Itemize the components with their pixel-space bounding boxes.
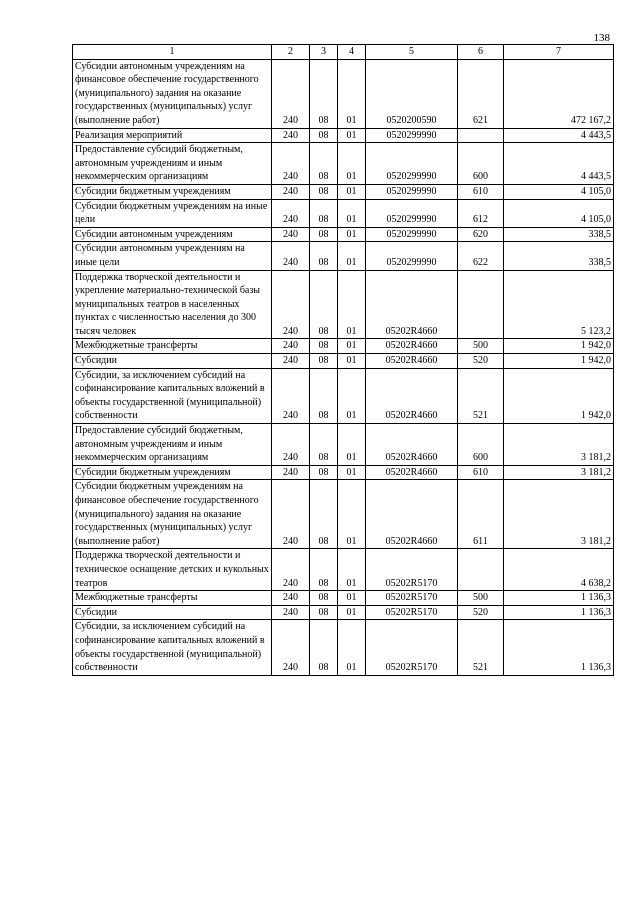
row-value-cell: 01 xyxy=(338,480,366,549)
table-body xyxy=(73,59,614,675)
row-value-cell: 08 xyxy=(310,605,338,620)
table-row xyxy=(73,465,614,480)
row-value-cell xyxy=(458,128,504,143)
row-value-cell: 610 xyxy=(458,184,504,199)
row-value-cell: 08 xyxy=(310,270,338,339)
row-value-cell: 240 xyxy=(272,128,310,143)
row-value-cell: 621 xyxy=(458,59,504,128)
row-value-cell: 520 xyxy=(458,605,504,620)
column-header: 4 xyxy=(338,45,366,60)
row-value-cell: 3 181,2 xyxy=(504,465,614,480)
row-value-cell: 240 xyxy=(272,242,310,270)
row-value-cell xyxy=(458,549,504,591)
row-value-cell: 1 136,3 xyxy=(504,620,614,675)
column-header: 5 xyxy=(366,45,458,60)
table-row xyxy=(73,480,614,549)
row-value-cell: 338,5 xyxy=(504,242,614,270)
row-value-cell: 08 xyxy=(310,368,338,423)
row-value-cell: 01 xyxy=(338,227,366,242)
table-row xyxy=(73,199,614,227)
row-value-cell: 01 xyxy=(338,354,366,369)
row-value-cell: 3 181,2 xyxy=(504,424,614,466)
row-value-cell: 01 xyxy=(338,59,366,128)
table-row xyxy=(73,605,614,620)
row-name-cell: Субсидии автономным учреждениям на финансовое обеспечение государственного (муниципального) задания на оказание государственных (муниципальных) услуг (выполнение работ) xyxy=(73,59,272,128)
row-name-cell: Субсидии xyxy=(73,354,272,369)
row-value-cell: 240 xyxy=(272,227,310,242)
row-value-cell: 0520299990 xyxy=(366,184,458,199)
row-value-cell: 08 xyxy=(310,199,338,227)
column-header: 3 xyxy=(310,45,338,60)
row-value-cell: 08 xyxy=(310,620,338,675)
row-value-cell: 01 xyxy=(338,242,366,270)
row-value-cell: 01 xyxy=(338,143,366,185)
row-value-cell: 521 xyxy=(458,368,504,423)
row-name-cell: Субсидии бюджетным учреждениям на иные цели xyxy=(73,199,272,227)
row-value-cell: 08 xyxy=(310,242,338,270)
row-value-cell: 240 xyxy=(272,424,310,466)
table-row xyxy=(73,242,614,270)
row-name-cell: Предоставление субсидий бюджетным, автономным учреждениям и иным некоммерческим организациям xyxy=(73,424,272,466)
row-name-cell: Субсидии бюджетным учреждениям на финансовое обеспечение государственного (муниципального) задания на оказание государственных (муниципальных) услуг (выполнение работ) xyxy=(73,480,272,549)
row-value-cell: 05202R5170 xyxy=(366,591,458,606)
row-value-cell: 1 136,3 xyxy=(504,605,614,620)
row-value-cell: 08 xyxy=(310,480,338,549)
row-value-cell: 240 xyxy=(272,270,310,339)
row-value-cell: 521 xyxy=(458,620,504,675)
row-value-cell: 01 xyxy=(338,549,366,591)
row-value-cell: 05202R4660 xyxy=(366,424,458,466)
row-value-cell: 240 xyxy=(272,339,310,354)
table-row xyxy=(73,227,614,242)
row-value-cell: 4 443,5 xyxy=(504,128,614,143)
row-value-cell: 610 xyxy=(458,465,504,480)
table-row xyxy=(73,424,614,466)
row-value-cell: 05202R4660 xyxy=(366,480,458,549)
row-value-cell: 01 xyxy=(338,339,366,354)
row-value-cell: 240 xyxy=(272,465,310,480)
row-value-cell: 1 942,0 xyxy=(504,339,614,354)
row-name-cell: Межбюджетные трансферты xyxy=(73,339,272,354)
row-value-cell: 1 942,0 xyxy=(504,368,614,423)
page-number: 138 xyxy=(593,32,610,44)
table-row xyxy=(73,549,614,591)
table-row xyxy=(73,339,614,354)
row-value-cell: 05202R4660 xyxy=(366,368,458,423)
column-header: 7 xyxy=(504,45,614,60)
row-value-cell: 240 xyxy=(272,143,310,185)
row-value-cell: 500 xyxy=(458,339,504,354)
row-value-cell: 05202R4660 xyxy=(366,339,458,354)
column-header: 6 xyxy=(458,45,504,60)
row-value-cell: 240 xyxy=(272,368,310,423)
table-row xyxy=(73,59,614,128)
row-value-cell: 08 xyxy=(310,143,338,185)
row-value-cell: 0520299990 xyxy=(366,242,458,270)
row-value-cell: 0520299990 xyxy=(366,128,458,143)
row-value-cell: 01 xyxy=(338,465,366,480)
row-value-cell: 01 xyxy=(338,199,366,227)
row-value-cell: 240 xyxy=(272,549,310,591)
row-value-cell: 01 xyxy=(338,620,366,675)
row-value-cell: 500 xyxy=(458,591,504,606)
row-value-cell: 620 xyxy=(458,227,504,242)
table-row xyxy=(73,184,614,199)
row-value-cell: 08 xyxy=(310,184,338,199)
table-row xyxy=(73,270,614,339)
table-row xyxy=(73,354,614,369)
row-value-cell: 08 xyxy=(310,128,338,143)
row-value-cell: 612 xyxy=(458,199,504,227)
row-value-cell: 3 181,2 xyxy=(504,480,614,549)
row-value-cell: 05202R5170 xyxy=(366,549,458,591)
table-row xyxy=(73,591,614,606)
row-value-cell: 01 xyxy=(338,591,366,606)
row-value-cell: 240 xyxy=(272,480,310,549)
row-value-cell: 4 105,0 xyxy=(504,184,614,199)
row-value-cell: 01 xyxy=(338,605,366,620)
table-row xyxy=(73,143,614,185)
table-row xyxy=(73,368,614,423)
row-name-cell: Субсидии, за исключением субсидий на софинансирование капитальных вложений в объекты государственной (муниципальной) собственности xyxy=(73,368,272,423)
row-name-cell: Субсидии автономным учреждениям xyxy=(73,227,272,242)
table-row xyxy=(73,620,614,675)
row-value-cell: 08 xyxy=(310,549,338,591)
row-value-cell: 08 xyxy=(310,354,338,369)
row-value-cell: 0520299990 xyxy=(366,199,458,227)
column-header: 1 xyxy=(73,45,272,60)
row-value-cell: 240 xyxy=(272,199,310,227)
row-value-cell: 240 xyxy=(272,354,310,369)
row-value-cell: 600 xyxy=(458,143,504,185)
row-value-cell: 01 xyxy=(338,184,366,199)
row-value-cell: 5 123,2 xyxy=(504,270,614,339)
row-name-cell: Субсидии, за исключением субсидий на софинансирование капитальных вложений в объекты государственной (муниципальной) собственности xyxy=(73,620,272,675)
row-value-cell: 08 xyxy=(310,339,338,354)
row-name-cell: Субсидии бюджетным учреждениям xyxy=(73,184,272,199)
row-value-cell: 05202R4660 xyxy=(366,354,458,369)
row-name-cell: Субсидии автономным учреждениям на иные цели xyxy=(73,242,272,270)
row-value-cell: 08 xyxy=(310,59,338,128)
row-value-cell: 4 105,0 xyxy=(504,199,614,227)
row-value-cell: 0520299990 xyxy=(366,143,458,185)
row-value-cell: 240 xyxy=(272,605,310,620)
row-value-cell: 05202R5170 xyxy=(366,620,458,675)
table-header-row xyxy=(73,45,614,60)
row-name-cell: Поддержка творческой деятельности и укрепление материально-технической базы муниципальных театров в населенных пунктах с численностью населения до 300 тысяч человек xyxy=(73,270,272,339)
row-name-cell: Реализация мероприятий xyxy=(73,128,272,143)
row-value-cell: 338,5 xyxy=(504,227,614,242)
row-value-cell: 4 638,2 xyxy=(504,549,614,591)
row-value-cell: 08 xyxy=(310,424,338,466)
row-value-cell: 472 167,2 xyxy=(504,59,614,128)
column-header: 2 xyxy=(272,45,310,60)
row-value-cell: 240 xyxy=(272,184,310,199)
row-value-cell: 622 xyxy=(458,242,504,270)
row-value-cell: 01 xyxy=(338,424,366,466)
row-value-cell: 0520299990 xyxy=(366,227,458,242)
row-name-cell: Субсидии xyxy=(73,605,272,620)
row-value-cell: 05202R4660 xyxy=(366,465,458,480)
row-value-cell: 01 xyxy=(338,368,366,423)
row-value-cell: 08 xyxy=(310,591,338,606)
row-value-cell: 01 xyxy=(338,270,366,339)
row-value-cell: 520 xyxy=(458,354,504,369)
row-value-cell: 1 942,0 xyxy=(504,354,614,369)
row-value-cell: 240 xyxy=(272,620,310,675)
row-value-cell: 05202R4660 xyxy=(366,270,458,339)
row-value-cell: 611 xyxy=(458,480,504,549)
row-value-cell xyxy=(458,270,504,339)
row-value-cell: 01 xyxy=(338,128,366,143)
row-value-cell: 4 443,5 xyxy=(504,143,614,185)
row-name-cell: Межбюджетные трансферты xyxy=(73,591,272,606)
row-name-cell: Субсидии бюджетным учреждениям xyxy=(73,465,272,480)
row-value-cell: 08 xyxy=(310,465,338,480)
row-value-cell: 1 136,3 xyxy=(504,591,614,606)
row-value-cell: 600 xyxy=(458,424,504,466)
row-value-cell: 240 xyxy=(272,591,310,606)
row-value-cell: 240 xyxy=(272,59,310,128)
budget-table xyxy=(72,44,614,676)
row-name-cell: Предоставление субсидий бюджетным, автономным учреждениям и иным некоммерческим организациям xyxy=(73,143,272,185)
table-row xyxy=(73,128,614,143)
row-value-cell: 08 xyxy=(310,227,338,242)
row-value-cell: 0520200590 xyxy=(366,59,458,128)
row-name-cell: Поддержка творческой деятельности и техническое оснащение детских и кукольных театров xyxy=(73,549,272,591)
row-value-cell: 05202R5170 xyxy=(366,605,458,620)
